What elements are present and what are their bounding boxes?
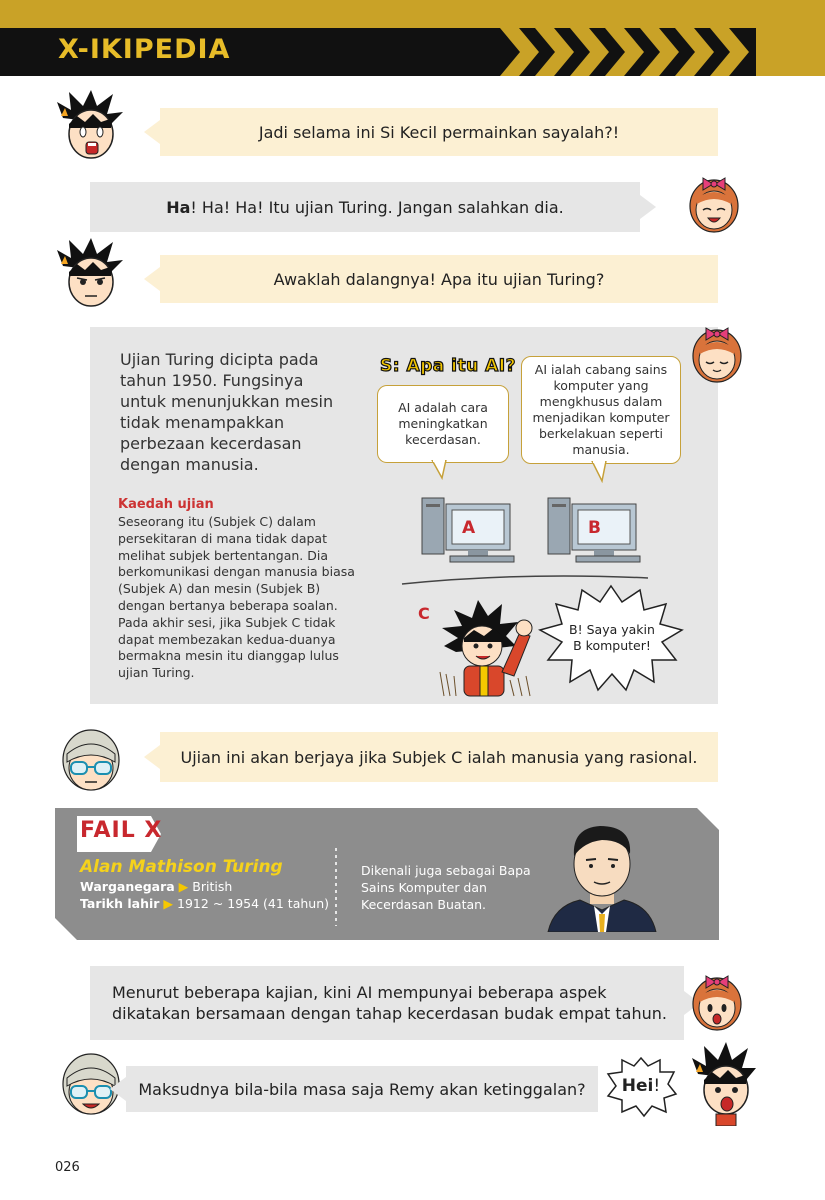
speech-bubble [90,182,640,232]
dialogue-text: Ha! Ha! Ha! Itu ujian Turing. Jangan salahkan dia. [166,197,564,217]
chevron-decoration [495,28,760,76]
boy-shouting-avatar [690,1040,758,1126]
dialogue-text: Jadi selama ini Si Kecil permainkan sayalah?! [258,122,620,142]
bubble-tail [430,460,450,480]
hei-exclamation: Hei! [621,1076,661,1096]
header-top-stripe [0,0,825,28]
turing-intro-text: Ujian Turing dicipta pada tahun 1950. Fungsinya untuk menunjukkan mesin tidak menampakkan perbezaan kecerdasan dengan manusia. [120,350,334,474]
boy-shocked-avatar [55,88,125,163]
birth-row: Tarikh lahir ▶ 1912 ~ 1954 (41 tahun) [80,896,330,911]
dialogue-text: Maksudnya bila-bila masa saja Remy akan ketinggalan? [138,1079,586,1099]
method-body: Seseorang itu (Subjek C) dalam persekitaran di mana tidak dapat melihat subjek bertentangan. Dia berkomunikasi dengan manusia biasa (Subjek A) dan mesin (Subjek B) dengan bertanya beberapa soalan. Pada akhir sesi, jika Subjek C tidak dapat membezakan kedua-duanya bermakna mesin itu dianggap lulus ujian Turing. [118,514,355,681]
subject-c-speech: B! Saya yakin B komputer! [569,622,655,653]
answer-b-text: AI ialah cabang sains komputer yang mengkhusus dalam menjadikan komputer berkelakuan seperti manusia. [532,362,670,457]
turing-description: Dikenali juga sebagai Bapa Sains Komputer dan Kecerdasan Buatan. [361,863,531,912]
speech-bubble [160,255,718,303]
answer-b-bubble [521,356,681,464]
dialogue-text: Menurut beberapa kajian, kini AI mempunyai beberapa aspek dikatakan bersamaan dengan tahap kecerdasan budak empat tahun. [112,983,667,1023]
subject-c-boy-illustration [436,592,536,698]
girl-smiling-avatar [686,318,748,388]
speech-bubble [160,732,718,782]
boy-glasses-avatar [55,724,127,799]
method-heading: Kaedah ujian [118,497,214,512]
page-number: 026 [55,1160,80,1175]
speech-bubble [126,1066,598,1112]
speech-bubble [90,966,684,1040]
turing-name: Alan Mathison Turing [80,857,283,877]
answer-a-bubble [377,385,509,463]
page-title: X-IKIPEDIA [58,34,231,65]
laugh-bold: Ha [166,197,191,217]
subject-c-label: C [418,604,430,623]
dialogue-text: Awaklah dalangnya! Apa itu ujian Turing? [273,269,605,289]
fail-x-label: FAIL X [80,818,163,843]
computer-b-label: B [588,518,601,538]
girl-laughing-avatar [683,168,745,238]
speech-bubble [160,108,718,156]
question-title: S: Apa itu AI? [380,356,516,376]
girl-surprised-avatar [686,966,748,1036]
dialogue-text: Ujian ini akan berjaya jika Subjek C ialah manusia yang rasional. [180,747,698,767]
bubble-tail [590,461,610,483]
computer-a-label: A [462,518,476,538]
header-gold-block [756,28,825,76]
nationality-row: Warganegara ▶ British [80,879,233,894]
turing-portrait [542,814,662,932]
answer-a-text: AI adalah cara meningkatkan kecerdasan. [398,400,488,447]
boy-annoyed-avatar [55,236,125,311]
